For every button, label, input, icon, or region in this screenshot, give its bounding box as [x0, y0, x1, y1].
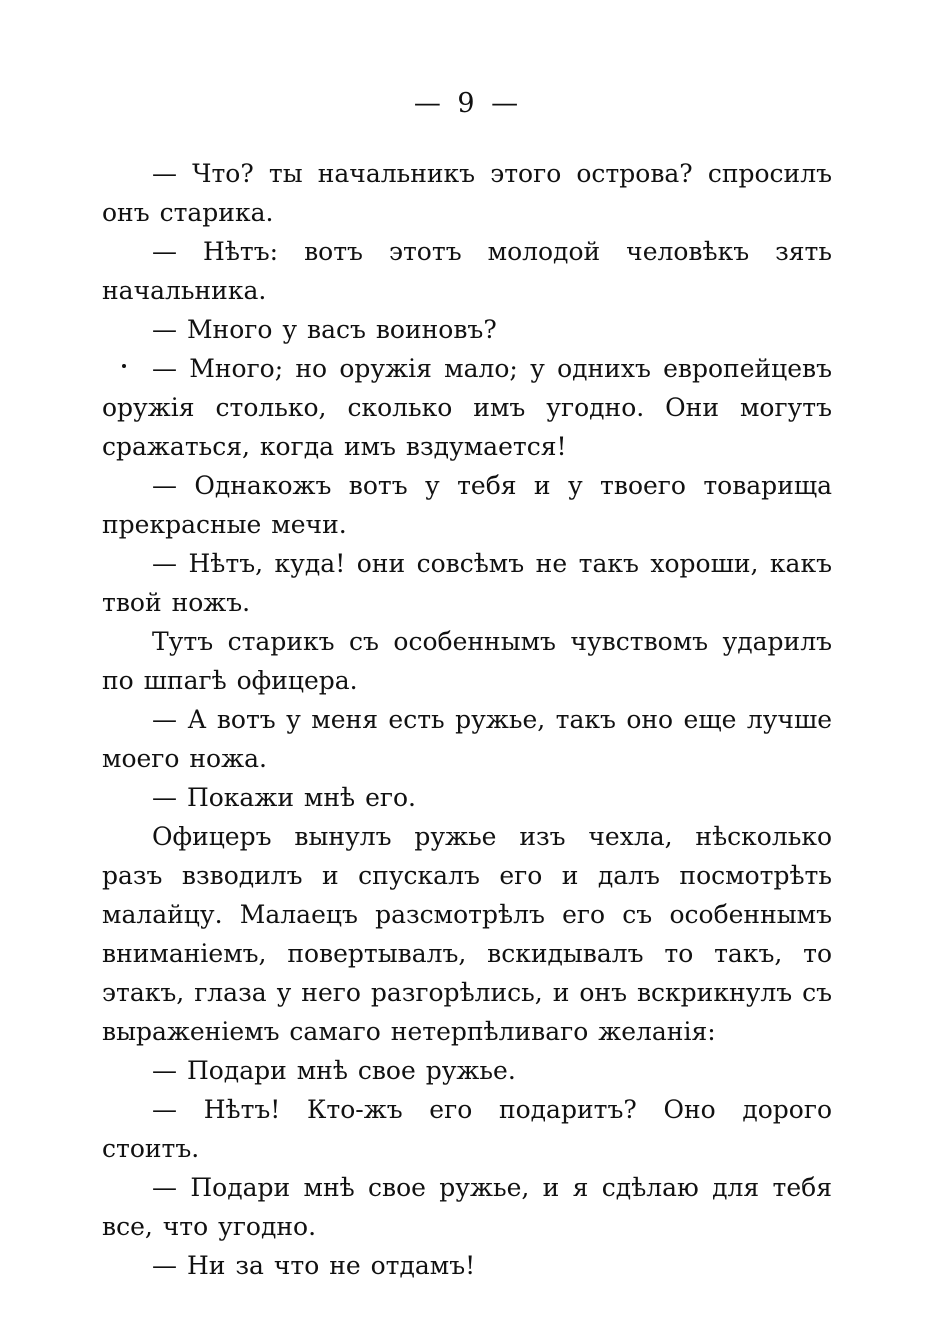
paragraph: — Нѣтъ, куда! они совсѣмъ не такъ хороши, какъ твой ножъ.	[102, 549, 832, 617]
paragraph: — Нѣтъ! Кто-жъ его подаритъ? Оно дорого стоитъ.	[102, 1095, 832, 1163]
paragraph: Тутъ старикъ съ особеннымъ чувствомъ ударилъ по шпагѣ офицера.	[102, 627, 832, 695]
paragraph: — Нѣтъ: вотъ этотъ молодой человѣкъ зять начальника.	[102, 237, 832, 305]
paragraph: — Покажи мнѣ его.	[152, 783, 416, 812]
paragraph: — Много у васъ воиновъ?	[152, 315, 497, 344]
paragraph: Офицеръ вынулъ ружье изъ чехла, нѣсколько разъ взводилъ и спускалъ его и далъ посмотрѣть малайцу. Малаецъ разсмотрѣлъ его съ особеннымъ вниманіемъ, повертывалъ, вскидывалъ то такъ, то этакъ, глаза у него разгорѣлись, и онъ вскрикнулъ съ выраженіемъ самаго нетерпѣливаго желанія:	[102, 822, 832, 1046]
paragraph: — Подари мнѣ свое ружье, и я сдѣлаю для тебя все, что угодно.	[102, 1173, 832, 1241]
paragraph: — Однакожъ вотъ у тебя и у твоего товарища прекрасные мечи.	[102, 471, 832, 539]
paragraph: — А вотъ у меня есть ружье, такъ оно еще лучше моего ножа.	[102, 705, 832, 773]
paragraph: — Подари мнѣ свое ружье.	[152, 1056, 516, 1085]
body-text	[102, 154, 832, 1285]
paragraph: — Много; но оружія мало; у однихъ европейцевъ оружія столько, сколько имъ угодно. Они могутъ сражаться, когда имъ вздумается!	[102, 354, 832, 461]
page-number: — 9 —	[413, 88, 523, 119]
paragraph: — Ни за что не отдамъ!	[152, 1251, 476, 1280]
paragraph: — Что? ты начальникъ этого острова? спросилъ онъ старика.	[102, 159, 832, 227]
